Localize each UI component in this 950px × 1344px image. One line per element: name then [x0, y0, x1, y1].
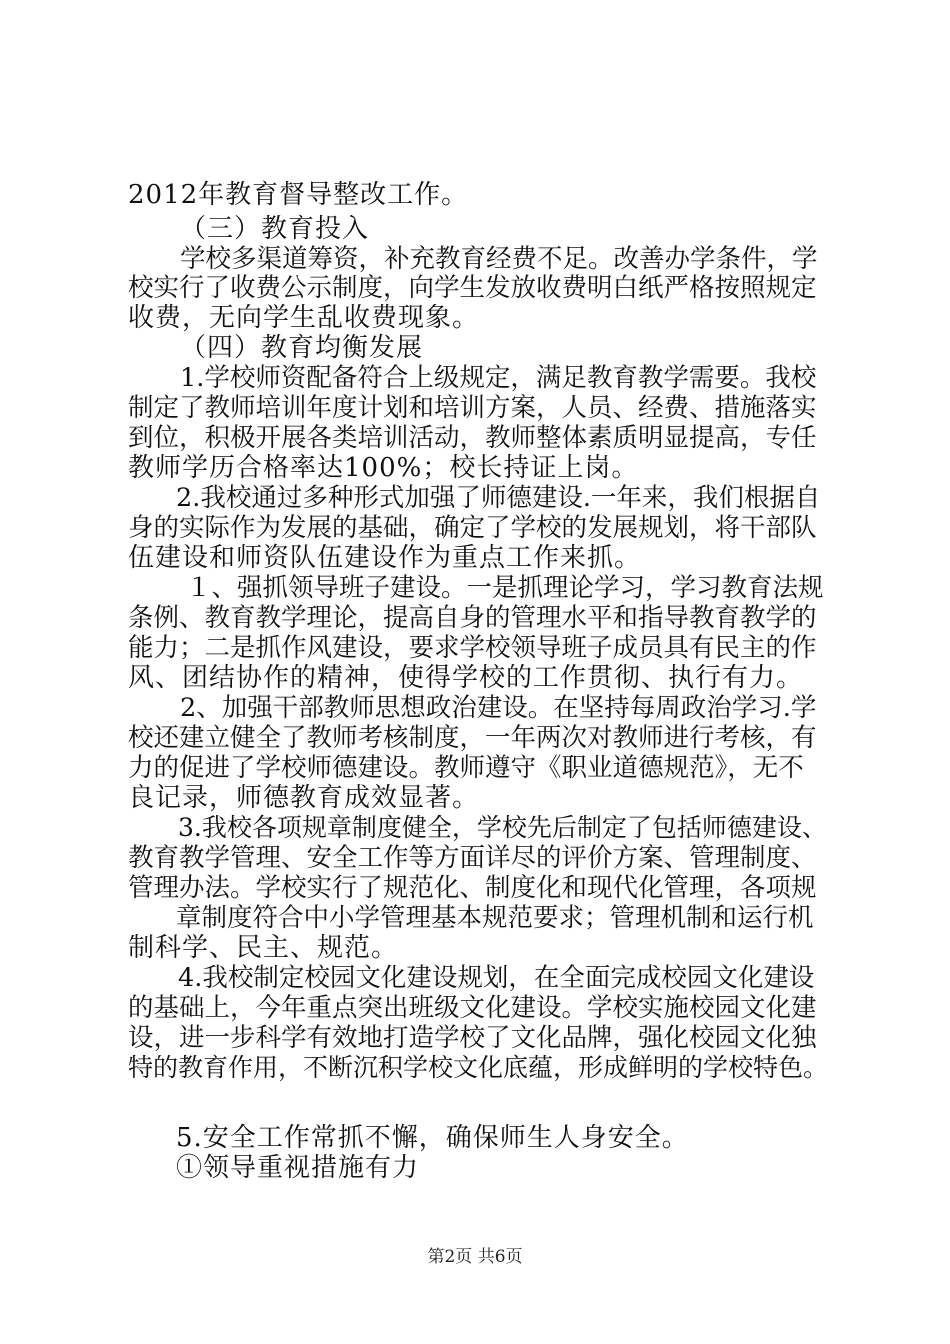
section-heading: （四）教育均衡发展 [180, 333, 424, 363]
paragraph-line: 5.安全工作常抓不懈，确保师生人身安全。 [176, 1123, 689, 1153]
paragraph-line: 2012年教育督导整改工作。 [128, 180, 469, 210]
section-heading: （三）教育投入 [180, 214, 370, 244]
paragraph-line: 制科学、民主、规范。 [128, 933, 399, 963]
paragraph-line: 特的教育作用，不断沉积学校文化底蕴，形成鲜明的学校特色。 [128, 1053, 829, 1082]
paragraph-line: 设，进一步科学有效地打造学校了文化品牌，强化校园文化独 [128, 1023, 817, 1053]
paragraph-line: 1.学校师资配备符合上级规定，满足教育教学需要。我校 [180, 363, 817, 393]
paragraph-line: 教师学历合格率达100%；校长持证上岗。 [128, 453, 639, 483]
paragraph-line: 校还建立健全了教师考核制度，一年两次对教师进行考核，有 [128, 723, 817, 753]
paragraph-line: 的基础上，今年重点突出班级文化建设。学校实施校园文化建 [128, 993, 817, 1023]
paragraph-line: 管理办法。学校实行了规范化、制度化和现代化管理，各项规 [128, 873, 817, 903]
paragraph-line: 4.我校制定校园文化建设规划，在全面完成校园文化建设 [178, 963, 815, 993]
paragraph-line: 章制度符合中小学管理基本规范要求；管理机制和运行机 [176, 903, 814, 933]
paragraph-line: 收费，无向学生乱收费现象。 [128, 303, 480, 333]
paragraph-line: 条例、教育教学理论，提高自身的管理水平和指导教育教学的 [128, 603, 817, 633]
paragraph-line: 制定了教师培训年度计划和培训方案，人员、经费、措施落实 [128, 393, 817, 423]
paragraph-line: 2、加强干部教师思想政治建设。在坚持每周政治学习.学 [180, 693, 817, 723]
paragraph-line: 学校多渠道筹资，补充教育经费不足。改善办学条件，学 [180, 244, 818, 274]
paragraph-line: 2.我校通过多种形式加强了师德建设.一年来，我们根据自 [176, 483, 821, 513]
paragraph-line: 风、团结协作的精神，使得学校的工作贯彻、执行有力。 [128, 663, 804, 693]
paragraph-line: 力的促进了学校师德建设。教师遵守《职业道德规范》，无不 [128, 753, 804, 783]
paragraph-line: 3.我校各项规章制度健全，学校先后制定了包括师德建设、 [178, 813, 827, 842]
paragraph-line: 能力；二是抓作风建设，要求学校领导班子成员具有民主的作 [128, 633, 817, 663]
paragraph-line: 教育教学管理、安全工作等方面详尽的评价方案、管理制度、 [128, 843, 817, 873]
paragraph-line: 伍建设和师资队伍建设作为重点工作来抓。 [128, 543, 642, 573]
paragraph-line: 到位，积极开展各类培训活动，教师整体素质明显提高，专任 [128, 423, 817, 453]
paragraph-line: 良记录，师德教育成效显著。 [128, 783, 480, 813]
paragraph-line: 校实行了收费公示制度，向学生发放收费明白纸严格按照规定 [128, 273, 817, 303]
page-number-footer: 第2页 共6页 [427, 1247, 523, 1267]
paragraph-line: 身的实际作为发展的基础，确定了学校的发展规划，将干部队 [128, 513, 817, 543]
paragraph-line: １、强抓领导班子建设。一是抓理论学习，学习教育法规 [186, 573, 824, 603]
list-item: ①领导重视措施有力 [176, 1153, 420, 1183]
